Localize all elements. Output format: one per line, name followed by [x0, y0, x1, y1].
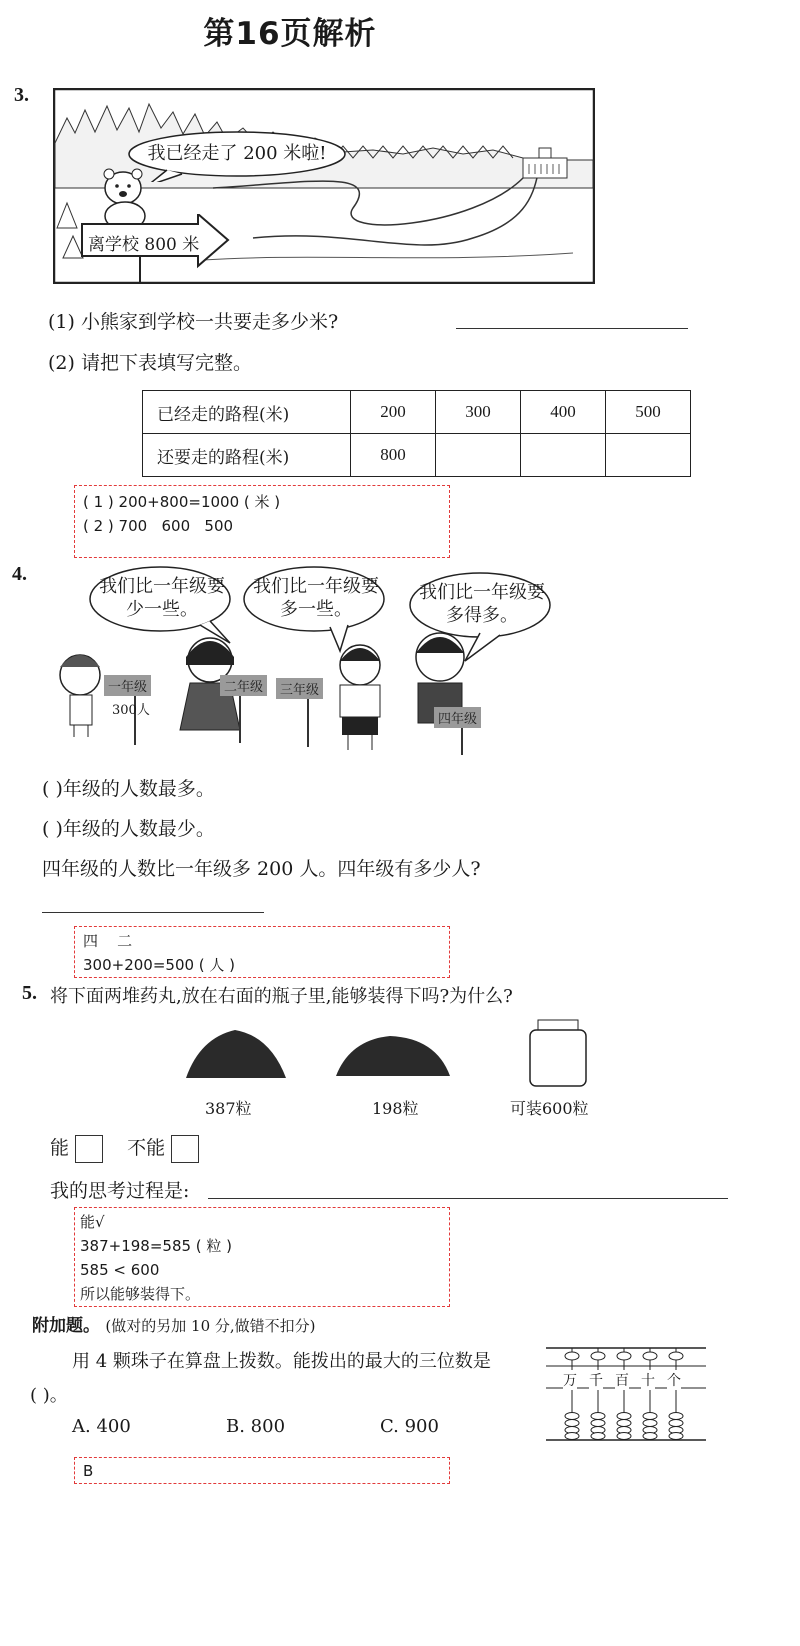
extra-note: (做对的另加 10 分,做错不扣分): [105, 1317, 316, 1335]
extra-blank: ( )。: [30, 1385, 68, 1406]
grade2-sign: 二年级: [220, 675, 267, 696]
abacus-label-qian: 千: [589, 1370, 603, 1390]
can-option: [50, 1133, 199, 1163]
abacus: [546, 1344, 706, 1444]
bear-speech-text: 我已经走了 200 米啦!: [147, 143, 327, 164]
option-a[interactable]: A. 400: [72, 1416, 131, 1437]
abacus-label-bai: 百: [615, 1370, 629, 1390]
grade4-sign: 四年级: [434, 707, 481, 728]
q4-answer-line: [42, 912, 264, 913]
distance-sign-text: 离学校 800 米: [88, 235, 200, 255]
bear-speech-bubble: [127, 130, 347, 182]
q5-answer-box: [74, 1207, 450, 1307]
pills-and-bottle-picture: [180, 1018, 620, 1093]
q4-line3: 四年级的人数比一年级多 200 人。四年级有多少人?: [42, 858, 481, 880]
q4-illustration: [40, 565, 560, 760]
extra-heading-row: [32, 1311, 316, 1336]
answer-line: 387+198=585 ( 粒 ): [80, 1237, 233, 1255]
cannot-checkbox[interactable]: [171, 1135, 199, 1163]
q5-illustration: [180, 1018, 620, 1093]
table-cell: 200: [351, 391, 436, 434]
q3-sub1-text: (1) 小熊家到学校一共要走多少米?: [48, 311, 339, 333]
answer-line: ( 2 ) 700 600 500: [83, 517, 234, 535]
bottle-label: 可装600粒: [510, 1099, 589, 1118]
table-header-remaining: 还要走的路程(米): [143, 434, 351, 477]
thinking-label: 我的思考过程是:: [50, 1180, 190, 1202]
question-4-number: 4.: [12, 563, 27, 585]
answer-line: ( 1 ) 200+800=1000 ( 米 ): [83, 493, 281, 511]
q5-prompt: 将下面两堆药丸,放在右面的瓶子里,能够装得下吗?为什么?: [50, 986, 513, 1007]
abacus-label-ge: 个: [667, 1370, 681, 1390]
table-row: [143, 391, 691, 434]
table-cell[interactable]: [606, 434, 691, 477]
answer-line: 585 < 600: [80, 1261, 160, 1279]
table-cell: 500: [606, 391, 691, 434]
q3-sub2-text: (2) 请把下表填写完整。: [48, 352, 252, 374]
can-label: 能: [50, 1137, 70, 1159]
question-3-number: 3.: [14, 84, 29, 106]
distance-sign: [80, 214, 230, 284]
q4-answer-box: [74, 926, 450, 978]
pile1-label: 387粒: [205, 1099, 252, 1118]
extra-question: 用 4 颗珠子在算盘上拨数。能拨出的最大的三位数是: [72, 1351, 491, 1372]
table-row: [143, 434, 691, 477]
table-cell: 300: [436, 391, 521, 434]
option-c[interactable]: C. 900: [380, 1416, 439, 1437]
abacus-label-wan: 万: [563, 1370, 577, 1390]
answer-line: 300+200=500 ( 人 ): [83, 956, 236, 974]
abacus-picture: [546, 1344, 706, 1444]
abacus-label-shi: 十: [641, 1370, 655, 1390]
answer-line: 四 二: [83, 932, 133, 950]
distance-table: [142, 390, 691, 477]
thinking-answer-line: [208, 1198, 728, 1199]
table-cell[interactable]: [436, 434, 521, 477]
q3-sub1-answer-line: [456, 328, 688, 329]
page-title: 第16页解析: [203, 16, 377, 52]
extra-answer-box: [74, 1457, 450, 1484]
speech-bubble-text-3: 我们比一年级要多得多。: [419, 582, 545, 626]
answer-line: 所以能够装得下。: [80, 1285, 201, 1303]
q4-line1: ( )年级的人数最多。: [42, 778, 215, 800]
option-b[interactable]: B. 800: [226, 1416, 286, 1437]
grade3-sign: 三年级: [276, 678, 323, 699]
question-5-number: 5.: [22, 982, 37, 1004]
can-checkbox[interactable]: [75, 1135, 103, 1163]
answer-line: B: [83, 1462, 94, 1480]
q3-answer-box: [74, 485, 450, 558]
extra-heading: 附加题。: [32, 1316, 100, 1336]
table-cell: 400: [521, 391, 606, 434]
q4-line2: ( )年级的人数最少。: [42, 818, 215, 840]
grade1-count: 300人: [112, 703, 150, 718]
table-cell: 800: [351, 434, 436, 477]
cannot-label: 不能: [127, 1137, 166, 1159]
table-header-walked: 已经走的路程(米): [143, 391, 351, 434]
table-cell[interactable]: [521, 434, 606, 477]
speech-bubble-text-2: 我们比一年级要多一些。: [253, 576, 379, 620]
answer-line: 能√: [80, 1213, 105, 1231]
speech-bubble-text-1: 我们比一年级要少一些。: [99, 576, 225, 620]
pile2-label: 198粒: [372, 1099, 419, 1118]
grade1-sign: 一年级: [104, 675, 151, 696]
